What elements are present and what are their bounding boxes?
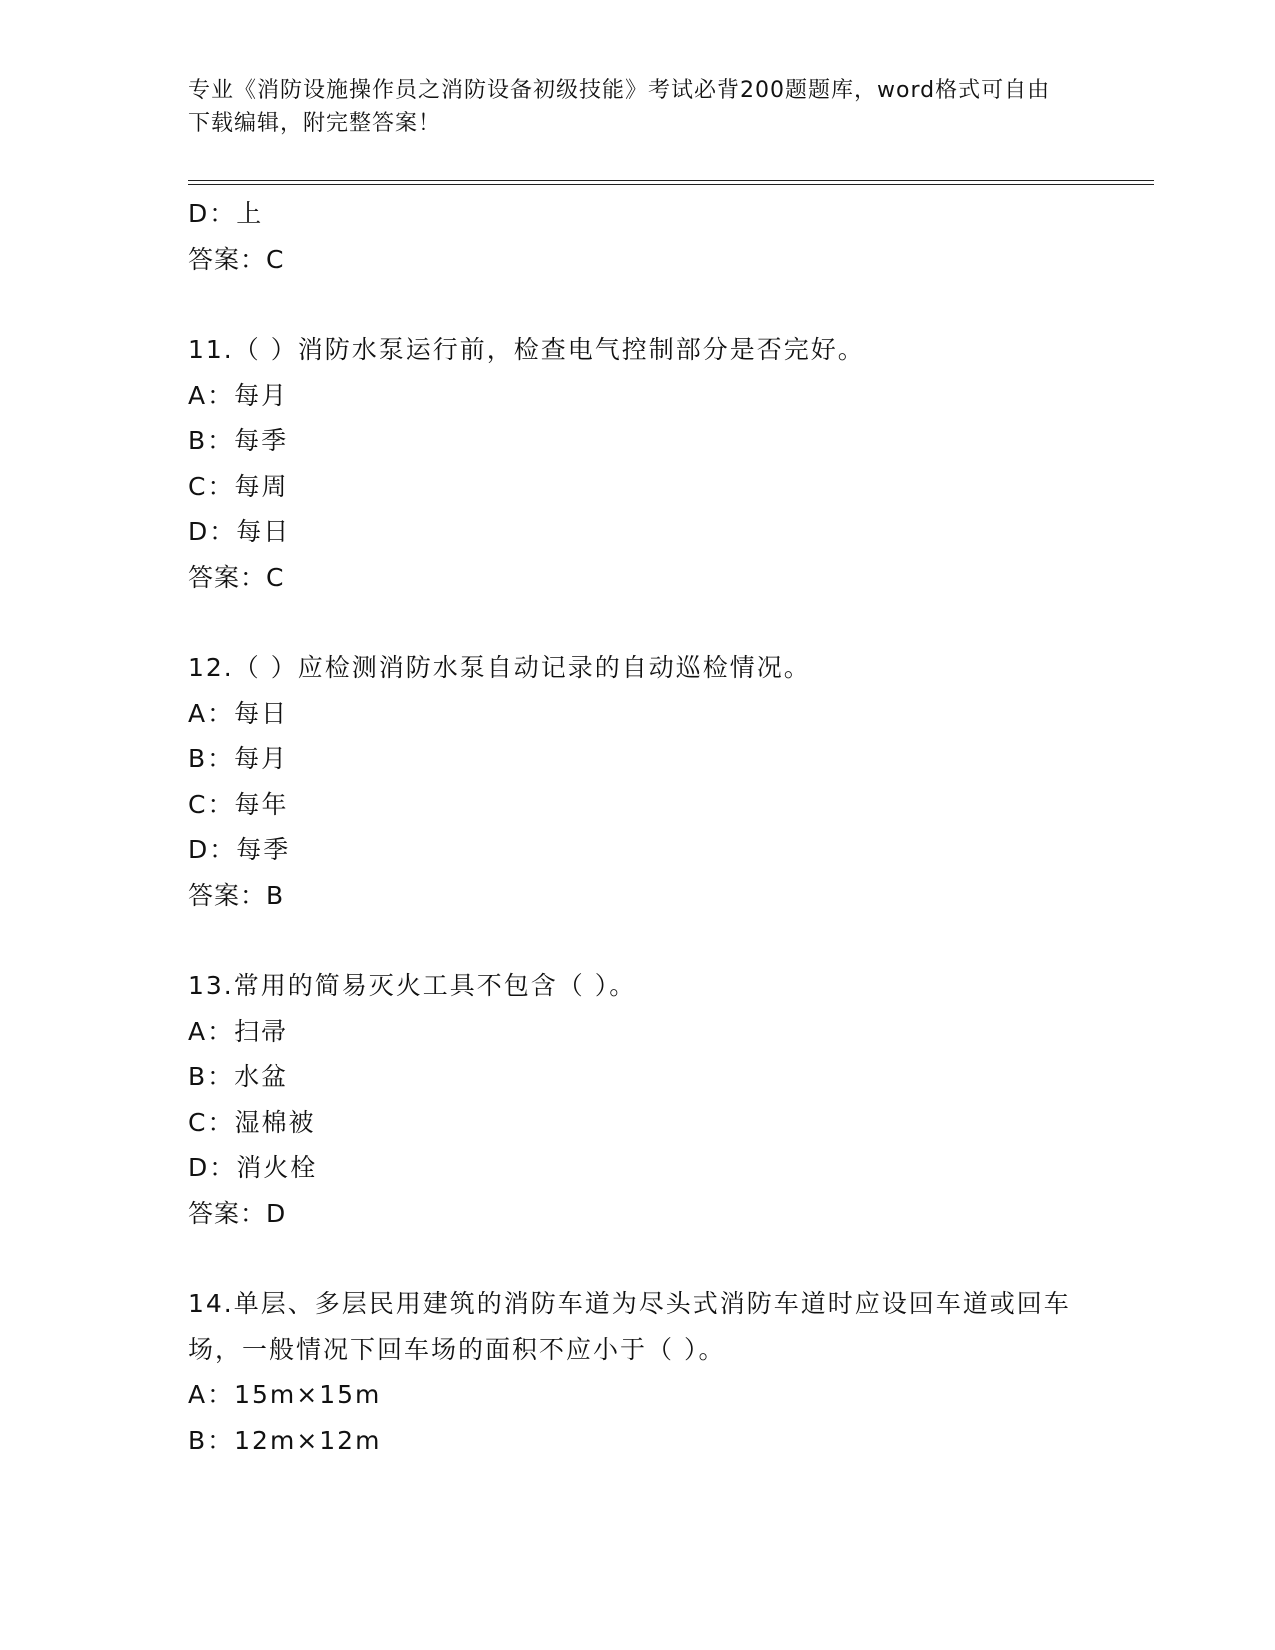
- answer-label: 答案：: [188, 880, 267, 910]
- document-header: [188, 74, 1068, 140]
- option-a: A：15m×15m: [188, 1380, 382, 1409]
- option-d: D：消火栓: [188, 1153, 318, 1182]
- header-divider: [188, 180, 1154, 185]
- header-title: 专业《消防设施操作员之消防设备初级技能》考试必背200题题库，word格式可自由下载编辑，附完整答案！: [188, 78, 1051, 136]
- option-a: A：每日: [188, 698, 289, 728]
- question-block: [188, 963, 1088, 1236]
- question-answer: [188, 1191, 1088, 1237]
- option-b: B：水盆: [188, 1062, 289, 1091]
- option-d: D：每日: [188, 517, 291, 546]
- question-stem: 11.（ ）消防水泵运行前，检查电气控制部分是否完好。: [188, 335, 865, 364]
- answer-value: D: [266, 1198, 287, 1228]
- carryover-answer: [188, 237, 1088, 283]
- option-a: A：每月: [188, 380, 289, 410]
- carryover-option: D：上: [188, 199, 264, 228]
- option-c: C：每年: [188, 789, 289, 819]
- option-b: B：每月: [188, 744, 289, 773]
- question-stem: 13.常用的简易灭火工具不包含（ ）。: [188, 971, 637, 1000]
- answer-value: B: [266, 880, 285, 910]
- question-block: [188, 645, 1088, 918]
- option-c: C：每周: [188, 471, 289, 501]
- question-list: [188, 191, 1088, 1463]
- option-b: B：12m×12m: [188, 1425, 382, 1455]
- question-stem: 14.单层、多层民用建筑的消防车道为尽头式消防车道时应设回车道或回车场，一般情况下回车场的面积不应小于（ ）。: [188, 1289, 1071, 1364]
- answer-label: 答案：: [188, 244, 267, 274]
- answer-label: 答案：: [188, 1198, 267, 1228]
- option-b: B：每季: [188, 426, 289, 455]
- question-block: [188, 1281, 1088, 1463]
- option-a: A：扫帚: [188, 1016, 289, 1046]
- answer-value: C: [266, 244, 285, 274]
- answer-label: 答案：: [188, 562, 267, 592]
- answer-value: C: [266, 562, 285, 592]
- question-stem: 12.（ ）应检测消防水泵自动记录的自动巡检情况。: [188, 653, 811, 682]
- question-answer: [188, 555, 1088, 601]
- option-c: C：湿棉被: [188, 1107, 316, 1137]
- question-answer: [188, 873, 1088, 919]
- question-block: [188, 327, 1088, 600]
- option-d: D：每季: [188, 835, 291, 864]
